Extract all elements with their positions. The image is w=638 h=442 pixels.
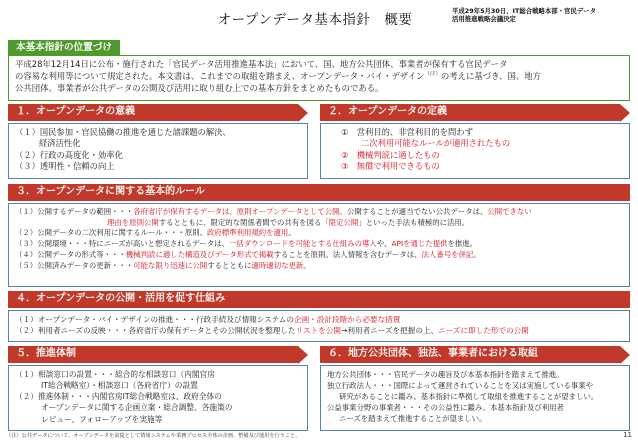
footnote: （注）公共データについて、オープンデータを前提として情報システムや業務プロセス全体の企画、整備及び運用を行うこと。 xyxy=(6,433,301,439)
section-positioning-label: 本基本指針の位置づけ xyxy=(8,40,120,57)
section-significance-box: （１）国民参加・官民協働の推進を通じた諸課題の解決、 経済活性化 （２）行政の高度化・効率化 （３）透明性・信頼の向上 xyxy=(8,123,308,179)
section-mechanisms-box: （１）オープンデータ・バイ・デザインの推進・・・行政手続及び情報システムの企画・設計段階から必要な措置 （２）利用者ニーズの反映・・・各府省庁の保有データとその公開状況を整理したリストを公開→利用者ニーズを把握の上、ニーズに即した形での公開 xyxy=(8,310,630,342)
note-mark: （注） xyxy=(424,71,441,78)
section-significance-header: １．オープンデータの意義 xyxy=(8,104,298,121)
section-local-efforts-header: ６．地方公共団体、独法、事業者における取組 xyxy=(320,346,620,363)
section-positioning-box: 平成28年12月14日に公布・施行された「官民データ活用推進基本法」において、国、地方公共団体、事業者が保有する官民データ の容易な利用等について規定された。本文書は、これまでの取組を踏まえ、オープンデータ・バイ・デザイン$^{(注)}$の考えに基づき、国、地方 公共団体、事業者が公共データの公開及び活用に取り組む上での基本方針をまとめたものである。 xyxy=(8,55,630,101)
page-number: 11 xyxy=(623,431,632,439)
section-basic-rules-header: ３．オープンデータに関する基本的ルール xyxy=(8,184,630,201)
section-promotion-system-header: ５．推進体制 xyxy=(8,346,298,363)
decision-date: 平成29年5月30日、IT総合戦略本部・官民データ 活用推進戦略会議決定 xyxy=(452,7,597,24)
section-definition-header: ２．オープンデータの定義 xyxy=(320,104,620,121)
section-basic-rules-box: （１）公開するデータの範囲・・・各府省庁が保有するデータは、原則オープンデータとして公開。公開することが適当でない公共データは、公開できない 理由を原則公開するとともに、限定的な関係者間での共有を図る「限定公開」といった手法も積極的に活用。 （２）公開データの二次利用に関するルール・・・原則、政府標準利用規約を適用。 （３）公開環境・・・特にニーズが高いと想定されるデータは、一括ダウンロードを可能とする仕組みの導入や、APIを通じた提供を推進。 （４）公開データの形式等・・・機械判読に適した構造及びデータ形式で掲載することを原則。法人情報を含むデータは、法人番号を併記。 （５）公開済みデータの更新・・・可能な限り迅速に公開するとともに適時適切な更新。 xyxy=(8,203,630,287)
section-mechanisms-header: ４．オープンデータの公開・活用を促す仕組み xyxy=(8,291,630,308)
section-local-efforts-box: 地方公共団体・・・官民データの趣旨及び本基本指針を踏まえて推進。 独立行政法人・・・国際によって運営されていることを又は実施している事業や 研究があることに鑑み、基本指針に準拠して取組を推進することが望ましい。 公益事業分野の事業者・・・その公益性に鑑み、本基本指針及び利用者 ニーズを踏まえて推進することが望ましい。 xyxy=(320,365,630,431)
page-title: オープンデータ基本指針 概要 xyxy=(217,12,413,28)
section-definition-box: ① 営利目的、非営利目的を問わず 二次利用可能なルールが適用されたもの ② 機械判読に適したもの ③ 無償で利用できるもの xyxy=(320,123,630,179)
section-promotion-system-box: （１）相談窓口の設置・・・総合的な相談窓口（内閣官房 IT総合戦略室）・相談窓口（各府省庁）の設置 （２）推進体制・・・内閣官房IT総合戦略室は、政府全体の オープンデータに関する企画立案・総合調整、各施策の レビュー、フォローアップを実施等 xyxy=(8,365,308,431)
